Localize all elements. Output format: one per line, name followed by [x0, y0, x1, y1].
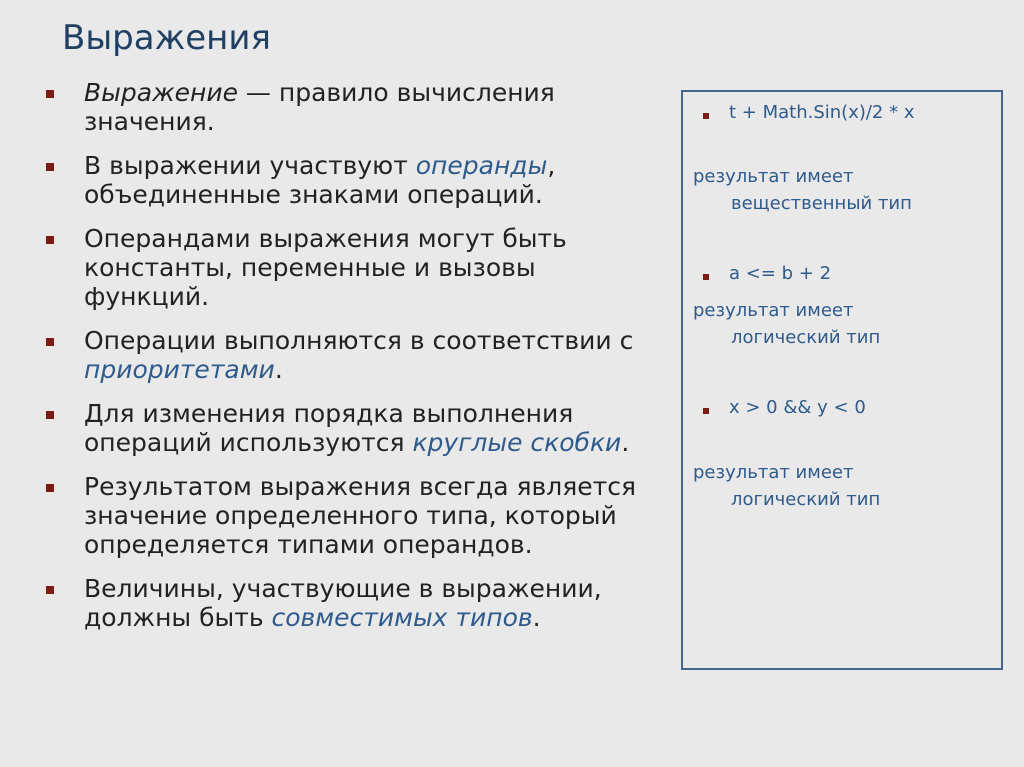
example-result	[693, 163, 912, 217]
list-item	[40, 78, 650, 136]
term-highlight: Выражение	[84, 78, 238, 107]
list-item	[40, 151, 650, 209]
term-highlight: круглые скобки	[412, 428, 622, 457]
square-bullet-icon	[46, 411, 54, 419]
example-expression: t + Math.Sin(x)/2 * x	[729, 102, 915, 123]
square-bullet-icon	[46, 484, 54, 492]
list-item	[40, 224, 650, 311]
square-bullet-icon	[46, 90, 54, 98]
square-bullet-icon	[46, 236, 54, 244]
bullet-text: .	[274, 355, 283, 384]
bullet-text: , объединенные знаками операций.	[84, 151, 556, 209]
bullet-text: Операции выполняются в соответствии с	[84, 326, 634, 355]
bullet-text: .	[532, 603, 541, 632]
square-bullet-icon	[46, 163, 54, 171]
square-bullet-icon	[46, 338, 54, 346]
result-type: логический тип	[731, 327, 881, 348]
result-line: результат имеет	[693, 166, 854, 187]
bullet-text: Результатом выражения всегда является значение определенного типа, который определяется типами операндов.	[84, 472, 637, 559]
square-bullet-icon	[703, 274, 709, 280]
example-result	[693, 459, 880, 513]
bullet-text: Для изменения порядка выполнения операций используются	[84, 399, 574, 457]
bullet-text: Операндами выражения могут быть константы, переменные и вызовы функций.	[84, 224, 567, 311]
result-type: вещественный тип	[731, 193, 912, 214]
example-expression: x > 0 && y < 0	[729, 397, 866, 418]
bullet-text: .	[621, 428, 630, 457]
example-result	[693, 297, 880, 351]
square-bullet-icon	[703, 408, 709, 414]
examples-panel	[681, 90, 1003, 670]
list-item	[40, 326, 650, 384]
result-line: результат имеет	[693, 300, 854, 321]
bullet-text: Величины, участвующие в выражении, должны быть	[84, 574, 602, 632]
slide-title: Выражения	[62, 18, 271, 58]
bullet-text: — правило вычисления значения.	[84, 78, 555, 136]
result-line: результат имеет	[693, 462, 854, 483]
term-highlight: приоритетами	[84, 355, 275, 384]
list-item	[40, 472, 650, 559]
square-bullet-icon	[46, 586, 54, 594]
square-bullet-icon	[703, 113, 709, 119]
list-item	[40, 574, 650, 632]
term-highlight: совместимых типов	[271, 603, 533, 632]
bullet-text: В выражении участвуют	[84, 151, 416, 180]
result-type: логический тип	[731, 489, 881, 510]
list-item	[40, 399, 650, 457]
bullet-list	[40, 78, 650, 647]
term-highlight: операнды	[415, 151, 548, 180]
example-expression: a <= b + 2	[729, 263, 832, 284]
